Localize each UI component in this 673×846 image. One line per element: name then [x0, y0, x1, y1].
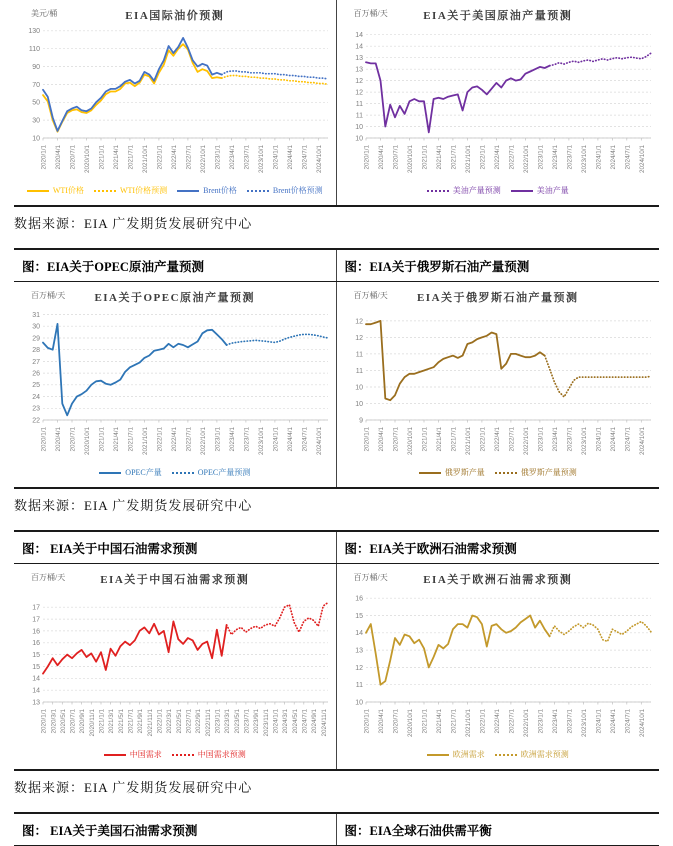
chart-header [338, 569, 659, 587]
us-production-plot [339, 23, 657, 183]
svg-text:2024/9/1: 2024/9/1 [310, 709, 318, 734]
chart-title: EIA关于OPEC原油产量预测 [94, 292, 256, 304]
svg-text:2023/11/1: 2023/11/1 [262, 709, 270, 737]
svg-text:14: 14 [354, 32, 363, 40]
svg-text:11: 11 [355, 112, 363, 120]
svg-text:2024/7/1: 2024/7/1 [624, 709, 632, 734]
svg-text:2024/1/1: 2024/1/1 [272, 427, 280, 452]
svg-text:2021/3/1: 2021/3/1 [107, 709, 115, 734]
legend-line-sample [94, 190, 116, 192]
svg-text:2021/10/1: 2021/10/1 [464, 709, 472, 738]
svg-text:2024/10/1: 2024/10/1 [638, 427, 646, 456]
chart-legend [338, 747, 659, 762]
svg-text:10: 10 [354, 699, 363, 707]
axis-unit-label: 百万桶/天 [353, 573, 388, 582]
svg-text:2020/1/1: 2020/1/1 [363, 709, 371, 734]
legend-label: 美油产量预测 [452, 186, 501, 195]
chart-legend [15, 183, 335, 198]
legend-item [99, 467, 161, 478]
svg-text:2021/1/1: 2021/1/1 [421, 427, 429, 452]
axis-unit-label: 百万桶/天 [31, 573, 66, 582]
svg-text:16: 16 [31, 640, 40, 648]
svg-text:2022/9/1: 2022/9/1 [194, 709, 202, 734]
legend-label: 欧洲需求预测 [520, 750, 569, 759]
svg-text:13: 13 [354, 55, 363, 63]
caption-row [14, 250, 659, 282]
svg-text:2021/11/1: 2021/11/1 [146, 709, 154, 737]
svg-text:2020/4/1: 2020/4/1 [377, 427, 385, 452]
svg-text:2023/4/1: 2023/4/1 [551, 709, 559, 734]
svg-text:27: 27 [31, 358, 40, 366]
chart-header [15, 287, 335, 305]
figure-table-us-demand-global-balance [14, 812, 659, 846]
svg-text:2023/1/1: 2023/1/1 [214, 427, 222, 452]
svg-text:16: 16 [31, 628, 40, 636]
svg-text:2021/10/1: 2021/10/1 [464, 145, 472, 174]
svg-text:2024/5/1: 2024/5/1 [291, 709, 299, 734]
legend-item [495, 749, 569, 760]
chart-opec-production [14, 282, 337, 487]
legend-item [511, 185, 569, 196]
figure-table-oil-price-us-production [14, 0, 659, 207]
svg-text:12: 12 [354, 318, 363, 326]
legend-item [495, 467, 577, 478]
charts-row [14, 282, 659, 487]
svg-text:2020/1/1: 2020/1/1 [40, 709, 48, 734]
svg-text:2023/1/1: 2023/1/1 [537, 145, 545, 170]
legend-line-sample [419, 472, 441, 474]
svg-text:2020/7/1: 2020/7/1 [69, 709, 77, 734]
chart-us-crude-production [337, 0, 660, 205]
svg-text:2022/7/1: 2022/7/1 [185, 709, 193, 734]
svg-text:2023/4/1: 2023/4/1 [551, 145, 559, 170]
svg-text:2023/1/1: 2023/1/1 [537, 427, 545, 452]
axis-unit-label: 百万桶/天 [31, 291, 66, 300]
svg-text:2020/1/1: 2020/1/1 [40, 145, 48, 170]
svg-text:2024/7/1: 2024/7/1 [301, 709, 309, 734]
legend-label: 中国需求 [129, 750, 162, 759]
svg-text:11: 11 [355, 367, 363, 375]
svg-text:2021/1/1: 2021/1/1 [421, 709, 429, 734]
svg-text:17: 17 [31, 616, 40, 624]
legend-label: Brent价格 [203, 186, 237, 195]
legend-label: 俄罗斯产量预测 [520, 468, 577, 477]
legend-label: OPEC产量 [125, 468, 162, 477]
legend-item [427, 185, 501, 196]
chart-russia-production [337, 282, 660, 487]
svg-text:2023/7/1: 2023/7/1 [566, 427, 574, 452]
legend-item [172, 749, 246, 760]
legend-item [419, 467, 485, 478]
svg-text:2023/1/1: 2023/1/1 [537, 709, 545, 734]
svg-text:2020/7/1: 2020/7/1 [69, 427, 77, 452]
figure-caption-global-balance: 图：EIA全球石油供需平衡 [344, 824, 492, 838]
svg-text:2024/7/1: 2024/7/1 [301, 427, 309, 452]
svg-text:12: 12 [354, 78, 363, 85]
svg-text:2022/1/1: 2022/1/1 [479, 709, 487, 734]
svg-text:2021/7/1: 2021/7/1 [450, 427, 458, 452]
legend-line-sample [427, 190, 449, 192]
svg-text:24: 24 [31, 394, 40, 401]
svg-text:2021/10/1: 2021/10/1 [464, 427, 472, 456]
svg-text:2024/4/1: 2024/4/1 [609, 709, 617, 734]
svg-text:2023/10/1: 2023/10/1 [580, 427, 588, 456]
svg-text:50: 50 [31, 99, 40, 107]
europe-demand-plot [339, 587, 657, 747]
svg-text:2022/10/1: 2022/10/1 [199, 427, 207, 456]
svg-text:2022/4/1: 2022/4/1 [170, 145, 178, 170]
caption-row [14, 814, 659, 846]
svg-text:2022/4/1: 2022/4/1 [493, 709, 501, 734]
svg-text:2020/10/1: 2020/10/1 [406, 709, 414, 738]
svg-text:2022/1/1: 2022/1/1 [479, 427, 487, 452]
svg-text:2024/1/1: 2024/1/1 [272, 709, 280, 734]
svg-text:2022/1/1: 2022/1/1 [156, 145, 164, 170]
svg-text:2020/4/1: 2020/4/1 [54, 427, 62, 452]
svg-text:2022/4/1: 2022/4/1 [493, 145, 501, 170]
svg-text:2024/4/1: 2024/4/1 [286, 145, 294, 170]
svg-text:2022/10/1: 2022/10/1 [522, 427, 530, 456]
svg-text:2020/11/1: 2020/11/1 [88, 709, 96, 737]
svg-text:2022/7/1: 2022/7/1 [185, 145, 193, 170]
svg-text:10: 10 [354, 135, 363, 143]
svg-text:70: 70 [31, 81, 40, 89]
svg-text:30: 30 [31, 117, 40, 125]
svg-text:2024/1/1: 2024/1/1 [595, 427, 603, 452]
data-source: 数据来源：EIA 广发期货发展研究中心 [14, 780, 253, 795]
legend-label: OPEC产量预测 [197, 468, 251, 477]
legend-item [104, 749, 162, 760]
svg-text:2021/7/1: 2021/7/1 [127, 709, 135, 734]
svg-text:10: 10 [354, 400, 363, 408]
svg-text:2021/1/1: 2021/1/1 [98, 709, 106, 734]
legend-line-sample [427, 754, 449, 756]
chart-international-oil-price [14, 0, 337, 205]
svg-text:2024/1/1: 2024/1/1 [595, 709, 603, 734]
svg-text:2023/1/1: 2023/1/1 [214, 709, 222, 734]
figure-caption-china: 图： EIA关于中国石油需求预测 [14, 532, 337, 563]
legend-line-sample [172, 472, 194, 474]
legend-line-sample [99, 472, 121, 474]
svg-text:28: 28 [31, 347, 40, 355]
legend-line-sample [511, 190, 533, 192]
svg-text:2020/7/1: 2020/7/1 [392, 709, 400, 734]
svg-text:2022/10/1: 2022/10/1 [199, 145, 207, 174]
svg-text:14: 14 [354, 630, 363, 638]
svg-text:2023/3/1: 2023/3/1 [223, 709, 231, 734]
charts-row [14, 564, 659, 769]
svg-text:12: 12 [354, 89, 363, 97]
svg-text:10: 10 [354, 384, 363, 392]
svg-text:14: 14 [31, 675, 40, 683]
svg-text:2021/9/1: 2021/9/1 [136, 709, 144, 734]
svg-text:2022/4/1: 2022/4/1 [493, 427, 501, 452]
legend-item [94, 185, 167, 196]
svg-text:25: 25 [31, 382, 40, 390]
svg-text:2023/4/1: 2023/4/1 [228, 145, 236, 170]
legend-line-sample [495, 472, 517, 474]
svg-text:2024/10/1: 2024/10/1 [315, 145, 323, 174]
svg-text:2024/4/1: 2024/4/1 [609, 145, 617, 170]
svg-text:2021/7/1: 2021/7/1 [450, 145, 458, 170]
legend-label: 欧洲需求 [452, 750, 485, 759]
svg-text:2021/5/1: 2021/5/1 [117, 709, 125, 734]
svg-text:2020/4/1: 2020/4/1 [377, 709, 385, 734]
svg-text:2020/10/1: 2020/10/1 [406, 427, 414, 456]
oil-price-plot [16, 23, 334, 183]
axis-unit-label: 美元/桶 [31, 9, 58, 18]
svg-text:2024/4/1: 2024/4/1 [286, 427, 294, 452]
svg-text:2021/1/1: 2021/1/1 [98, 145, 106, 170]
axis-unit-label: 百万桶/天 [353, 291, 388, 300]
figure-caption-opec: 图：EIA关于OPEC原油产量预测 [14, 250, 337, 281]
chart-legend [15, 747, 335, 762]
svg-text:130: 130 [28, 28, 40, 36]
chart-title: EIA关于美国原油产量预测 [423, 10, 573, 22]
svg-text:13: 13 [354, 66, 363, 74]
svg-text:90: 90 [31, 63, 40, 71]
svg-text:10: 10 [354, 123, 363, 131]
legend-line-sample [104, 754, 126, 756]
russia-production-plot [339, 305, 657, 465]
svg-text:2020/1/1: 2020/1/1 [363, 145, 371, 170]
svg-text:2024/3/1: 2024/3/1 [281, 709, 289, 734]
data-source: 数据来源：EIA 广发期货发展研究中心 [14, 216, 253, 231]
svg-text:15: 15 [354, 612, 363, 620]
svg-text:2023/10/1: 2023/10/1 [257, 427, 265, 456]
svg-text:11: 11 [355, 682, 363, 690]
svg-text:2023/7/1: 2023/7/1 [566, 145, 574, 170]
svg-text:22: 22 [31, 417, 40, 425]
svg-text:2023/7/1: 2023/7/1 [243, 709, 251, 734]
svg-text:2023/10/1: 2023/10/1 [580, 145, 588, 174]
china-demand-plot [16, 587, 334, 747]
chart-title: EIA关于欧洲石油需求预测 [423, 574, 573, 586]
svg-text:11: 11 [355, 351, 363, 359]
svg-text:2023/7/1: 2023/7/1 [243, 427, 251, 452]
figure-caption-us-demand: 图： EIA关于美国石油需求预测 [14, 814, 337, 845]
svg-text:11: 11 [355, 101, 363, 108]
axis-unit-label: 百万桶/天 [353, 9, 388, 18]
svg-text:2020/1/1: 2020/1/1 [40, 427, 48, 452]
svg-text:2020/10/1: 2020/10/1 [83, 427, 91, 456]
chart-title: EIA关于中国石油需求预测 [100, 574, 250, 586]
legend-item [172, 467, 250, 478]
svg-text:23: 23 [31, 405, 40, 413]
svg-text:2023/10/1: 2023/10/1 [580, 709, 588, 738]
legend-line-sample [495, 754, 517, 756]
svg-text:2024/7/1: 2024/7/1 [301, 145, 309, 170]
svg-text:2023/10/1: 2023/10/1 [257, 145, 265, 174]
legend-label: WTI价格预测 [119, 186, 168, 195]
svg-text:2022/7/1: 2022/7/1 [185, 427, 193, 452]
chart-europe-demand [337, 564, 660, 769]
svg-text:2024/7/1: 2024/7/1 [624, 427, 632, 452]
chart-legend [15, 465, 335, 480]
svg-text:12: 12 [354, 664, 363, 672]
svg-text:31: 31 [31, 311, 40, 319]
svg-text:2020/4/1: 2020/4/1 [377, 145, 385, 170]
svg-text:2023/4/1: 2023/4/1 [551, 427, 559, 452]
svg-text:2024/4/1: 2024/4/1 [609, 427, 617, 452]
chart-china-demand [14, 564, 337, 769]
figure-caption-russia: 图：EIA关于俄罗斯石油产量预测 [344, 260, 530, 274]
legend-item [247, 185, 323, 196]
chart-legend [338, 183, 659, 198]
svg-text:2020/1/1: 2020/1/1 [363, 427, 371, 452]
svg-text:26: 26 [31, 370, 40, 378]
svg-text:2024/7/1: 2024/7/1 [624, 145, 632, 170]
svg-text:2021/7/1: 2021/7/1 [127, 427, 135, 452]
figure-table-china-europe-demand [14, 530, 659, 771]
svg-text:10: 10 [31, 135, 40, 143]
svg-text:13: 13 [31, 699, 40, 707]
svg-text:2022/10/1: 2022/10/1 [522, 709, 530, 738]
svg-text:2022/10/1: 2022/10/1 [522, 145, 530, 174]
svg-text:2020/10/1: 2020/10/1 [83, 145, 91, 174]
legend-label: 美油产量 [536, 186, 569, 195]
legend-item [177, 185, 237, 196]
chart-header [15, 5, 335, 23]
svg-text:17: 17 [31, 604, 40, 612]
figure-table-opec-russia [14, 248, 659, 489]
svg-text:2021/4/1: 2021/4/1 [112, 427, 120, 452]
legend-line-sample [247, 190, 269, 192]
caption-row [14, 532, 659, 564]
svg-text:2024/10/1: 2024/10/1 [638, 145, 646, 174]
svg-text:2021/7/1: 2021/7/1 [127, 145, 135, 170]
svg-text:29: 29 [31, 335, 40, 343]
svg-text:2023/4/1: 2023/4/1 [228, 427, 236, 452]
svg-text:2023/9/1: 2023/9/1 [252, 709, 260, 734]
legend-label: Brent价格预测 [272, 186, 323, 195]
chart-title: EIA关于俄罗斯石油产量预测 [416, 292, 579, 304]
svg-text:2022/7/1: 2022/7/1 [508, 427, 516, 452]
svg-text:2022/5/1: 2022/5/1 [175, 709, 183, 734]
svg-text:9: 9 [358, 417, 363, 425]
chart-header [338, 5, 659, 23]
svg-text:2024/10/1: 2024/10/1 [638, 709, 646, 738]
svg-text:2022/7/1: 2022/7/1 [508, 145, 516, 170]
svg-text:16: 16 [354, 595, 363, 603]
svg-text:2022/11/1: 2022/11/1 [204, 709, 212, 737]
svg-text:2021/1/1: 2021/1/1 [98, 427, 106, 452]
svg-text:14: 14 [354, 43, 363, 51]
svg-text:15: 15 [31, 663, 40, 671]
svg-text:2024/11/1: 2024/11/1 [320, 709, 328, 737]
svg-text:2022/7/1: 2022/7/1 [508, 709, 516, 734]
svg-text:2021/7/1: 2021/7/1 [450, 709, 458, 734]
svg-text:15: 15 [31, 652, 40, 659]
svg-text:2022/3/1: 2022/3/1 [165, 709, 173, 734]
svg-text:2024/1/1: 2024/1/1 [272, 145, 280, 170]
chart-header [338, 287, 659, 305]
svg-text:2023/7/1: 2023/7/1 [566, 709, 574, 734]
data-source: 数据来源：EIA 广发期货发展研究中心 [14, 498, 253, 513]
svg-text:2021/4/1: 2021/4/1 [435, 709, 443, 734]
svg-text:2020/7/1: 2020/7/1 [392, 145, 400, 170]
chart-header [15, 569, 335, 587]
figure-caption-europe: 图：EIA关于欧洲石油需求预测 [344, 542, 517, 556]
svg-text:2023/7/1: 2023/7/1 [243, 145, 251, 170]
svg-text:2024/10/1: 2024/10/1 [315, 427, 323, 456]
svg-text:2024/1/1: 2024/1/1 [595, 145, 603, 170]
legend-label: WTI价格 [52, 186, 84, 195]
svg-text:110: 110 [28, 46, 40, 54]
svg-text:2021/1/1: 2021/1/1 [421, 145, 429, 170]
svg-text:2020/9/1: 2020/9/1 [78, 709, 86, 734]
svg-text:13: 13 [354, 647, 363, 655]
legend-item [27, 185, 84, 196]
svg-text:12: 12 [354, 334, 363, 342]
svg-text:2022/1/1: 2022/1/1 [479, 145, 487, 170]
charts-row [14, 0, 659, 205]
svg-text:2022/1/1: 2022/1/1 [156, 427, 164, 452]
legend-item [427, 749, 485, 760]
svg-text:2020/10/1: 2020/10/1 [406, 145, 414, 174]
svg-text:2023/1/1: 2023/1/1 [214, 145, 222, 170]
svg-text:14: 14 [31, 687, 40, 695]
svg-text:2021/10/1: 2021/10/1 [141, 145, 149, 174]
svg-text:2020/7/1: 2020/7/1 [69, 145, 77, 170]
svg-text:2021/10/1: 2021/10/1 [141, 427, 149, 456]
svg-text:2021/4/1: 2021/4/1 [112, 145, 120, 170]
svg-text:2021/4/1: 2021/4/1 [435, 427, 443, 452]
opec-production-plot [16, 305, 334, 465]
legend-label: 俄罗斯产量 [444, 468, 485, 477]
svg-text:30: 30 [31, 323, 40, 331]
svg-text:2020/4/1: 2020/4/1 [54, 145, 62, 170]
chart-title: EIA国际油价预测 [125, 10, 225, 22]
legend-line-sample [172, 754, 194, 756]
svg-text:2022/4/1: 2022/4/1 [170, 427, 178, 452]
legend-label: 中国需求预测 [197, 750, 246, 759]
svg-text:2023/5/1: 2023/5/1 [233, 709, 241, 734]
svg-text:2022/1/1: 2022/1/1 [156, 709, 164, 734]
svg-text:2020/7/1: 2020/7/1 [392, 427, 400, 452]
svg-text:2020/5/1: 2020/5/1 [59, 709, 67, 734]
legend-line-sample [27, 190, 49, 192]
chart-legend [338, 465, 659, 480]
svg-text:2021/4/1: 2021/4/1 [435, 145, 443, 170]
legend-line-sample [177, 190, 199, 192]
svg-text:2020/3/1: 2020/3/1 [50, 709, 58, 734]
